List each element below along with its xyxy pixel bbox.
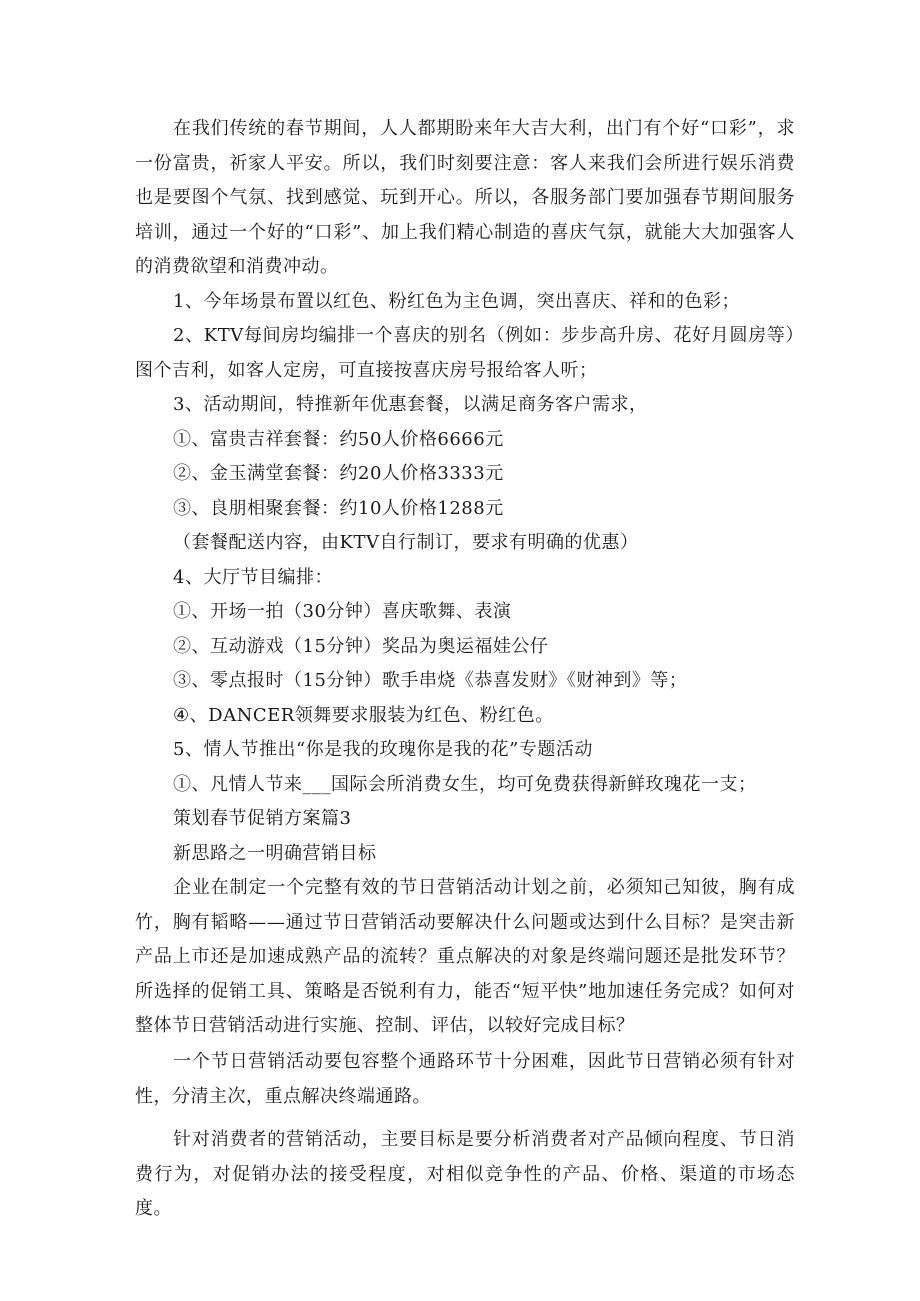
program-item-2: ②、互动游戏（15分钟）奖品为奥运福娃公仔: [173, 636, 549, 657]
body-paragraph-3: 针对消费者的营销活动，主要目标是要分析消费者对产品倾向程度、节日消费行为，对促销办法的接受程度，对相似竞争性的产品、价格、渠道的市场态度。: [135, 1129, 795, 1219]
package-item-1: ①、富贵吉祥套餐：约50人价格6666元: [173, 429, 504, 450]
list-item-3: 3、活动期间，特推新年优惠套餐，以满足商务客户需求，: [173, 394, 648, 415]
program-item-3: ③、零点报时（15分钟）歌手串烧《恭喜发财》《财神到》等；: [173, 670, 688, 691]
subsection-title: 新思路之一明确营销目标: [173, 843, 377, 864]
list-item-1: 1、今年场景布置以红色、粉红色为主色调，突出喜庆、祥和的色彩；: [173, 291, 740, 312]
valentine-item-1: ①、凡情人节来___国际会所消费女生，均可免费获得新鲜玫瑰花一支；: [173, 774, 757, 795]
body-paragraph-2: 一个节日营销活动要包容整个通路环节十分困难，因此节日营销必须有针对性，分清主次，重点解决终端通路。: [135, 1051, 795, 1107]
package-item-2: ②、金玉满堂套餐：约20人价格3333元: [173, 463, 504, 484]
list-item-4: 4、大厅节目编排：: [173, 567, 333, 588]
program-item-1: ①、开场一拍（30分钟）喜庆歌舞、表演: [173, 601, 512, 622]
body-paragraph-1: 企业在制定一个完整有效的节日营销活动计划之前，必须知己知彼，胸有成竹，胸有韬略——通过节日营销活动要解决什么问题或达到什么目标？是突击新产品上市还是加速成熟产品的流转？重点解决的对象是终端问题还是批发环节？所选择的促销工具、策略是否锐利有力，能否“短平快”地加速任务完成？如何对整体节日营销活动进行实施、控制、评估，以较好完成目标？: [135, 877, 795, 1036]
list-item-2: 2、KTV每间房均编排一个喜庆的别名（例如：步步高升房、花好月圆房等）图个吉利，如客人定房，可直接按喜庆房号报给客人听；: [135, 325, 795, 381]
intro-paragraph: 在我们传统的春节期间，人人都期盼来年大吉大利，出门有个好“口彩”，求一份富贵，祈家人平安。所以，我们时刻要注意：客人来我们会所进行娱乐消费也是要图个气氛、找到感觉、玩到开心。所以，各服务部门要加强春节期间服务培训，通过一个好的“口彩”、加上我们精心制造的喜庆气氛，就能大大加强客人的消费欲望和消费冲动。: [135, 118, 795, 277]
package-item-3: ③、良朋相聚套餐：约10人价格1288元: [173, 498, 504, 519]
package-note: （套餐配送内容，由KTV自行制订，要求有明确的优惠）: [173, 532, 639, 553]
list-item-5: 5、情人节推出“你是我的玫瑰你是我的花”专题活动: [173, 739, 593, 760]
section-title: 策划春节促销方案篇3: [173, 808, 352, 829]
program-item-4: ④、DANCER领舞要求服装为红色、粉红色。: [173, 705, 554, 726]
